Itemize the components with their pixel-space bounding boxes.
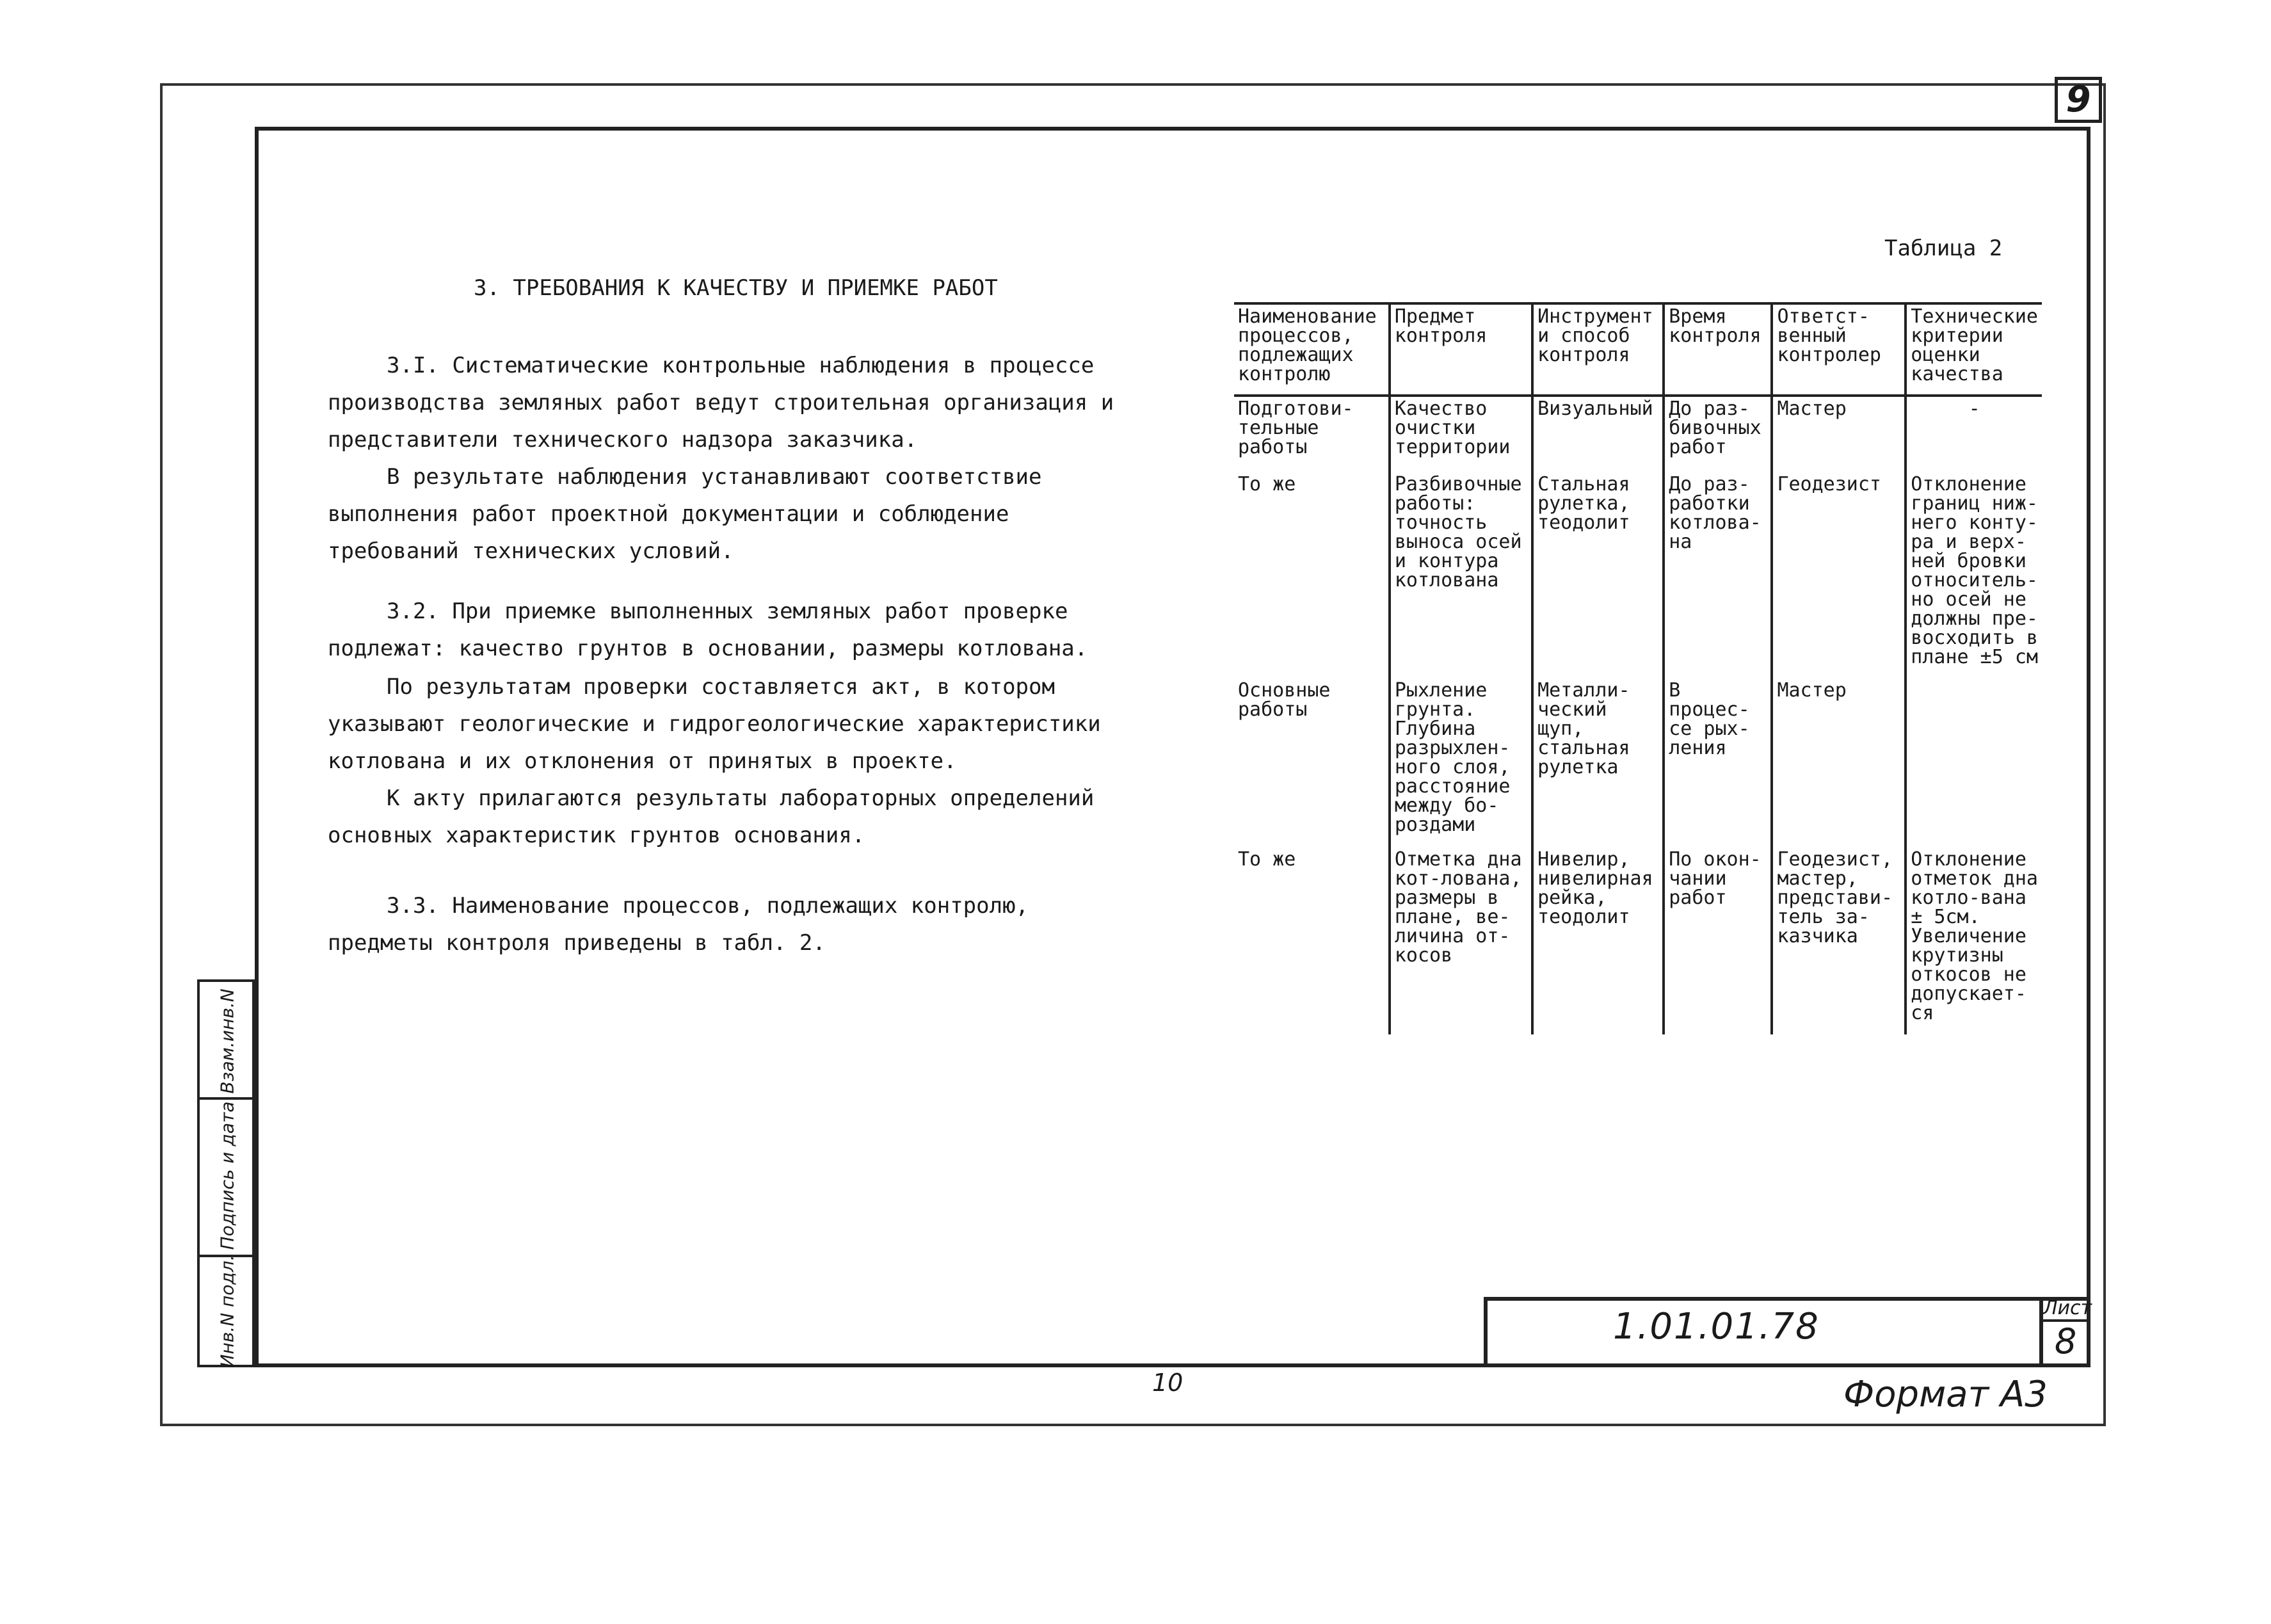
header-process: Наименование процессов, подлежащих контролю [1234, 303, 1390, 396]
paragraph-text: По результатам проверки составляется акт, в котором указывают геологические и гидрогеологические характеристики котлована и их отклонения от принятых в проекте. [328, 674, 1101, 774]
top-sheet-number: 9 [2055, 77, 2102, 123]
side-label-signature: Подпись и дата [216, 1101, 238, 1250]
cell-process: То же [1238, 848, 1296, 871]
header-responsible: Ответст-венный контролер [1772, 303, 1906, 396]
side-cell-signature [200, 1097, 252, 1257]
cell-process: То же [1238, 473, 1296, 495]
cell-subject: Рыхление грунта. Глубина разрыхлен-ного слоя, расстояние между бо-роздами [1390, 679, 1532, 848]
cell-criteria [1906, 679, 2042, 848]
paragraph-3-2 [328, 593, 1134, 667]
cell-instrument: Визуальный [1532, 396, 1664, 472]
cell-time: До раз-работки котлова-на [1664, 472, 1772, 679]
side-cell-inventory [200, 1255, 252, 1367]
cell-responsible: Мастер [1772, 396, 1906, 472]
paragraph-lab [328, 780, 1134, 854]
sheet-label: Лист [2043, 1297, 2088, 1322]
document-code: 1.01.01.78 [1613, 1306, 1820, 1347]
paragraph-act [328, 668, 1134, 780]
cell-instrument: Стальная рулетка, теодолит [1532, 472, 1664, 679]
cell-instrument: Металли-ческий щуп, стальная рулетка [1532, 679, 1664, 848]
cell-instrument: Нивелир, нивелирная рейка, теодолит [1532, 848, 1664, 1034]
cell-process: Подготови-тельные работы [1238, 398, 1354, 458]
cell-responsible: Геодезист [1772, 472, 1906, 679]
sheet-number: 8 [2054, 1321, 2077, 1362]
control-table [1234, 302, 2042, 1034]
header-time: Время контроля [1664, 303, 1772, 396]
header-subject: Предмет контроля [1390, 303, 1532, 396]
paragraph-3-1 [328, 347, 1134, 458]
section-heading: 3. ТРЕБОВАНИЯ К КАЧЕСТВУ И ПРИЕМКЕ РАБОТ [474, 275, 998, 301]
bottom-page-number: 10 [1152, 1369, 1184, 1397]
cell-process: Основные работы [1238, 679, 1331, 721]
format-label: Формат А3 [1843, 1374, 2048, 1415]
cell-subject: Качество очистки территории [1390, 396, 1532, 472]
header-instrument: Инструмент и способ контроля [1532, 303, 1664, 396]
cell-criteria: Отклонение отметок дна котло-вана ± 5см. Увеличение крутизны откосов не допускает-ся [1906, 848, 2042, 1034]
table-row [1234, 848, 2042, 1034]
cell-criteria: Отклонение границ ниж-него конту-ра и верх-ней бровки относитель-но осей не должны пре-восходить в плане ±5 см [1906, 472, 2042, 679]
cell-criteria: - [1906, 396, 2042, 472]
table-header-row [1234, 303, 2042, 396]
paragraph-3-3 [328, 887, 1134, 961]
table-row [1234, 679, 2042, 848]
cell-subject: Разбивочные работы: точность выноса осей и контура котлована [1390, 472, 1532, 679]
paragraph-text: К акту прилагаются результаты лабораторных определений основных характеристик грунтов основания. [328, 785, 1095, 848]
cell-responsible: Мастер [1772, 679, 1906, 848]
paragraph-text: 3.I. Систематические контрольные наблюдения в процессе производства земляных работ ведут строительная организация и представители технического надзора заказчика. [328, 353, 1114, 453]
paragraph-text: В результате наблюдения устанавливают соответствие выполнения работ проектной документации и соблюдение требований технических условий. [328, 464, 1042, 564]
cell-responsible: Геодезист, мастер, представи-тель за-казчика [1772, 848, 1906, 1034]
table-row [1234, 472, 2042, 679]
paragraph-text: 3.3. Наименование процессов, подлежащих контролю, предметы контроля приведены в табл. 2. [328, 893, 1029, 956]
cell-time: В процес-се рых-ления [1664, 679, 1772, 848]
paragraph-text: 3.2. При приемке выполненных земляных работ проверке подлежат: качество грунтов в основании, размеры котлована. [328, 599, 1088, 661]
side-label-replace: Взам.инв.N [216, 988, 238, 1094]
cell-subject: Отметка дна кот-лована, размеры в плане, ве-личина от-косов [1390, 848, 1532, 1034]
side-cell-replace [200, 982, 252, 1100]
cell-time: По окон-чании работ [1664, 848, 1772, 1034]
table-title: Таблица 2 [1884, 236, 2003, 261]
cell-time: До раз-бивочных работ [1664, 396, 1772, 472]
side-label-inventory: Инв.N подл. [216, 1255, 238, 1368]
paragraph-result [328, 458, 1134, 570]
side-stamp-strip [197, 979, 255, 1367]
header-criteria: Технические критерии оценки качества [1906, 303, 2042, 396]
table-row [1234, 396, 2042, 472]
